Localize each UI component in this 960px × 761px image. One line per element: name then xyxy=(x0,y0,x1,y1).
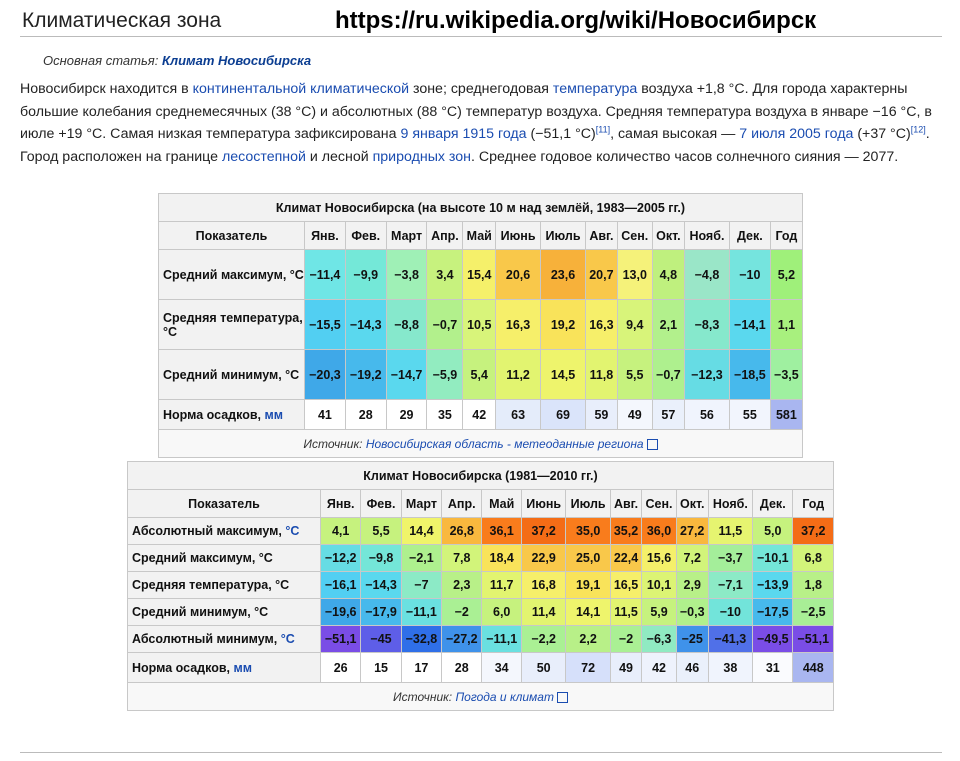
header-month: Окт. xyxy=(652,222,684,250)
row-label-text: Норма осадков, xyxy=(132,660,230,675)
value-cell: −15,5 xyxy=(305,300,346,350)
value-cell: 22,4 xyxy=(610,545,641,572)
value-cell: 11,7 xyxy=(482,572,522,599)
precip-cell: 55 xyxy=(729,400,770,430)
value-cell: 1,8 xyxy=(793,572,834,599)
header-month: Март xyxy=(401,490,441,518)
header-month: Сен. xyxy=(642,490,677,518)
value-cell: −6,3 xyxy=(642,626,677,653)
value-cell: 23,6 xyxy=(541,250,586,300)
value-cell: 19,1 xyxy=(566,572,611,599)
value-cell: −11,1 xyxy=(482,626,522,653)
value-cell: 37,2 xyxy=(793,518,834,545)
text: . Среднее годовое количество часов солнечного сияния — 2077. xyxy=(471,148,899,165)
precip-cell: 72 xyxy=(566,653,611,683)
header-month: Янв. xyxy=(321,490,361,518)
header-month: Март xyxy=(386,222,427,250)
value-cell: −11,4 xyxy=(305,250,346,300)
value-cell: −11,1 xyxy=(401,599,441,626)
value-cell: −19,6 xyxy=(321,599,361,626)
precip-cell: 34 xyxy=(482,653,522,683)
value-cell: −18,5 xyxy=(729,350,770,400)
climate-table-1981-2010 xyxy=(127,461,834,711)
header-month: Авг. xyxy=(586,222,618,250)
value-cell: 7,8 xyxy=(442,545,482,572)
precip-cell: 15 xyxy=(361,653,401,683)
unit-link[interactable]: мм xyxy=(264,407,283,422)
value-cell: −2,1 xyxy=(401,545,441,572)
value-cell: −51,1 xyxy=(321,626,361,653)
source-cell xyxy=(128,683,834,711)
precip-cell: 49 xyxy=(617,400,652,430)
row-label xyxy=(128,626,321,653)
value-cell: 5,9 xyxy=(642,599,677,626)
value-cell: 2,9 xyxy=(676,572,708,599)
precip-cell: 448 xyxy=(793,653,834,683)
climate-table-1983-2005 xyxy=(158,193,803,458)
link-date-1915[interactable]: 9 января 1915 года xyxy=(400,126,527,142)
source-cell xyxy=(159,430,803,458)
external-link-icon xyxy=(647,439,658,450)
external-link-icon xyxy=(557,692,568,703)
header-month: Авг. xyxy=(610,490,641,518)
precip-cell: 63 xyxy=(496,400,541,430)
value-cell: −0,7 xyxy=(427,300,463,350)
header-month: Дек. xyxy=(753,490,793,518)
row-label-text: Средняя температура, °C xyxy=(132,578,290,592)
header-month: Апр. xyxy=(427,222,463,250)
unit-link[interactable]: °C xyxy=(285,524,300,538)
value-cell: −16,1 xyxy=(321,572,361,599)
text: Новосибирск находится в xyxy=(20,81,193,97)
value-cell: 27,2 xyxy=(676,518,708,545)
value-cell: −17,5 xyxy=(753,599,793,626)
precip-cell: 42 xyxy=(642,653,677,683)
header-month: Июнь xyxy=(496,222,541,250)
header-row xyxy=(159,222,803,250)
source-prefix: Источник: xyxy=(393,689,453,704)
value-cell: 2,3 xyxy=(442,572,482,599)
table-row xyxy=(128,599,834,626)
header-month: Год xyxy=(793,490,834,518)
precip-cell: 50 xyxy=(521,653,565,683)
table-caption: Климат Новосибирска (1981—2010 гг.) xyxy=(128,462,834,490)
precip-row xyxy=(128,653,834,683)
value-cell: −3,5 xyxy=(770,350,802,400)
caption-row xyxy=(159,194,803,222)
precip-cell: 35 xyxy=(427,400,463,430)
value-cell: 2,1 xyxy=(652,300,684,350)
text: воздуха +1,8 °C. Для города характерны большие колебания среднемесячных (38 °C) и абсолютных (88 °C) температур воздуха. Средняя температура воздуха в январе −16 °C, в июле +19 °C. Самая низкая температура зафиксирована xyxy=(20,81,932,142)
row-label xyxy=(159,350,305,400)
value-cell: 36,1 xyxy=(482,518,522,545)
value-cell: 16,3 xyxy=(496,300,541,350)
table-row xyxy=(128,518,834,545)
value-cell: 35,2 xyxy=(610,518,641,545)
value-cell: 25,0 xyxy=(566,545,611,572)
link-continental[interactable]: континентальной климатической xyxy=(192,81,410,97)
value-cell: −4,8 xyxy=(684,250,729,300)
header-month: Сен. xyxy=(617,222,652,250)
precip-cell: 49 xyxy=(610,653,641,683)
value-cell: −12,2 xyxy=(321,545,361,572)
value-cell: −51,1 xyxy=(793,626,834,653)
value-cell: −20,3 xyxy=(305,350,346,400)
value-cell: −5,9 xyxy=(427,350,463,400)
header-month: Май xyxy=(463,222,496,250)
value-cell: −27,2 xyxy=(442,626,482,653)
header-month: Окт. xyxy=(676,490,708,518)
value-cell: −2 xyxy=(442,599,482,626)
header-month: Июнь xyxy=(521,490,565,518)
row-label-text: Средний минимум, °C xyxy=(132,605,269,619)
header-indicator: Показатель xyxy=(128,490,321,518)
table-row xyxy=(159,350,803,400)
precip-cell: 26 xyxy=(321,653,361,683)
header-indicator: Показатель xyxy=(159,222,305,250)
text: , самая высокая — xyxy=(610,126,740,142)
precip-cell: 46 xyxy=(676,653,708,683)
table-row xyxy=(159,250,803,300)
header-month: Фев. xyxy=(345,222,386,250)
climate-paragraph xyxy=(20,78,950,168)
row-label xyxy=(128,572,321,599)
row-label xyxy=(128,653,321,683)
table-row xyxy=(128,572,834,599)
value-cell: 20,7 xyxy=(586,250,618,300)
value-cell: 7,2 xyxy=(676,545,708,572)
row-label xyxy=(128,599,321,626)
value-cell: 9,4 xyxy=(617,300,652,350)
precip-cell: 581 xyxy=(770,400,802,430)
precip-cell: 59 xyxy=(586,400,618,430)
value-cell: 26,8 xyxy=(442,518,482,545)
value-cell: 3,4 xyxy=(427,250,463,300)
caption-row xyxy=(128,462,834,490)
source-link[interactable]: Погода и климат xyxy=(455,689,554,704)
row-label xyxy=(128,545,321,572)
row-label xyxy=(159,300,305,350)
divider xyxy=(20,752,942,753)
value-cell: 16,8 xyxy=(521,572,565,599)
header-month: Май xyxy=(482,490,522,518)
value-cell: −25 xyxy=(676,626,708,653)
row-label-text: Средний минимум, °C xyxy=(163,367,300,382)
source-row xyxy=(159,430,803,458)
value-cell: 4,1 xyxy=(321,518,361,545)
precip-cell: 29 xyxy=(386,400,427,430)
row-label xyxy=(159,250,305,300)
value-cell: 6,8 xyxy=(793,545,834,572)
main-article-link[interactable]: Климат Новосибирска xyxy=(161,53,312,68)
precip-row xyxy=(159,400,803,430)
value-cell: −41,3 xyxy=(708,626,753,653)
precip-cell: 69 xyxy=(541,400,586,430)
header-month: Фев. xyxy=(361,490,401,518)
value-cell: −10,1 xyxy=(753,545,793,572)
precip-cell: 57 xyxy=(652,400,684,430)
header-month: Нояб. xyxy=(708,490,753,518)
row-label-text: Абсолютный минимум, xyxy=(132,632,278,646)
value-cell: 16,3 xyxy=(586,300,618,350)
value-cell: −0,7 xyxy=(652,350,684,400)
precip-cell: 31 xyxy=(753,653,793,683)
value-cell: 37,2 xyxy=(521,518,565,545)
page-url: https://ru.wikipedia.org/wiki/Новосибирск xyxy=(335,7,817,34)
value-cell: 10,5 xyxy=(463,300,496,350)
value-cell: −12,3 xyxy=(684,350,729,400)
precip-cell: 56 xyxy=(684,400,729,430)
value-cell: 13,0 xyxy=(617,250,652,300)
unit-link[interactable]: мм xyxy=(233,660,252,675)
value-cell: −2,2 xyxy=(521,626,565,653)
value-cell: 19,2 xyxy=(541,300,586,350)
value-cell: −2,5 xyxy=(793,599,834,626)
source-link[interactable]: Новосибирская область - метеоданные региона xyxy=(365,436,644,451)
main-article-note xyxy=(43,53,311,68)
header-month: Июль xyxy=(541,222,586,250)
value-cell: 16,5 xyxy=(610,572,641,599)
value-cell: −10 xyxy=(729,250,770,300)
source-row xyxy=(128,683,834,711)
value-cell: 20,6 xyxy=(496,250,541,300)
value-cell: 11,4 xyxy=(521,599,565,626)
header-month: Апр. xyxy=(442,490,482,518)
value-cell: 5,5 xyxy=(617,350,652,400)
main-article-prefix: Основная статья: xyxy=(43,53,159,68)
header-month: Год xyxy=(770,222,802,250)
value-cell: −45 xyxy=(361,626,401,653)
value-cell: −9,8 xyxy=(361,545,401,572)
value-cell: 11,5 xyxy=(610,599,641,626)
value-cell: 14,5 xyxy=(541,350,586,400)
text: и лесной xyxy=(305,148,373,165)
precip-cell: 38 xyxy=(708,653,753,683)
row-label-text: Средний максимум, °C xyxy=(132,551,273,565)
value-cell: 11,5 xyxy=(708,518,753,545)
value-cell: 15,4 xyxy=(463,250,496,300)
link-temperature[interactable]: температура xyxy=(552,81,638,97)
precip-cell: 28 xyxy=(442,653,482,683)
value-cell: 35,0 xyxy=(566,518,611,545)
value-cell: −7,1 xyxy=(708,572,753,599)
text: зоне; среднегодовая xyxy=(409,81,553,97)
row-label-text: Средняя температура, °C xyxy=(163,310,303,339)
value-cell: 1,1 xyxy=(770,300,802,350)
value-cell: 4,8 xyxy=(652,250,684,300)
value-cell: −7 xyxy=(401,572,441,599)
value-cell: 5,4 xyxy=(463,350,496,400)
value-cell: 18,4 xyxy=(482,545,522,572)
ref-12[interactable]: [12] xyxy=(910,124,926,135)
value-cell: 11,8 xyxy=(586,350,618,400)
value-cell: 5,0 xyxy=(753,518,793,545)
header-month: Янв. xyxy=(305,222,346,250)
row-label-text: Абсолютный максимум, xyxy=(132,524,282,538)
value-cell: 15,6 xyxy=(642,545,677,572)
value-cell: 14,1 xyxy=(566,599,611,626)
unit-link[interactable]: °C xyxy=(280,632,295,646)
precip-cell: 41 xyxy=(305,400,346,430)
header-month: Июль xyxy=(566,490,611,518)
value-cell: 36,0 xyxy=(642,518,677,545)
value-cell: −49,5 xyxy=(753,626,793,653)
value-cell: −9,9 xyxy=(345,250,386,300)
value-cell: 14,4 xyxy=(401,518,441,545)
value-cell: −3,7 xyxy=(708,545,753,572)
text: (−51,1 °C) xyxy=(526,126,596,142)
precip-cell: 17 xyxy=(401,653,441,683)
link-forest-steppe[interactable]: лесостепной xyxy=(221,148,306,165)
row-label xyxy=(128,518,321,545)
value-cell: −3,8 xyxy=(386,250,427,300)
header-row xyxy=(128,490,834,518)
value-cell: −14,1 xyxy=(729,300,770,350)
table-row xyxy=(128,545,834,572)
source-prefix: Источник: xyxy=(303,436,363,451)
value-cell: −14,3 xyxy=(361,572,401,599)
precip-cell: 42 xyxy=(463,400,496,430)
table-caption: Климат Новосибирска (на высоте 10 м над землёй, 1983—2005 гг.) xyxy=(159,194,803,222)
precip-cell: 28 xyxy=(345,400,386,430)
value-cell: −10 xyxy=(708,599,753,626)
row-label-text: Норма осадков, xyxy=(163,407,261,422)
value-cell: 10,1 xyxy=(642,572,677,599)
value-cell: 5,2 xyxy=(770,250,802,300)
value-cell: −13,9 xyxy=(753,572,793,599)
value-cell: −8,8 xyxy=(386,300,427,350)
value-cell: −0,3 xyxy=(676,599,708,626)
table-row xyxy=(159,300,803,350)
header-month: Дек. xyxy=(729,222,770,250)
section-title: Климатическая зона xyxy=(22,9,222,32)
value-cell: 22,9 xyxy=(521,545,565,572)
value-cell: 5,5 xyxy=(361,518,401,545)
text: (+37 °C) xyxy=(853,126,911,142)
value-cell: −14,7 xyxy=(386,350,427,400)
value-cell: 2,2 xyxy=(566,626,611,653)
table-row xyxy=(128,626,834,653)
value-cell: 11,2 xyxy=(496,350,541,400)
value-cell: −8,3 xyxy=(684,300,729,350)
link-date-2005[interactable]: 7 июля 2005 года xyxy=(739,126,854,142)
header-month: Нояб. xyxy=(684,222,729,250)
row-label xyxy=(159,400,305,430)
text: . Город расположен на границе xyxy=(20,126,930,165)
link-natural-zones[interactable]: природных зон xyxy=(372,148,471,165)
section-heading xyxy=(20,8,942,37)
value-cell: 6,0 xyxy=(482,599,522,626)
value-cell: −14,3 xyxy=(345,300,386,350)
ref-11[interactable]: [11] xyxy=(595,124,611,135)
value-cell: −19,2 xyxy=(345,350,386,400)
value-cell: −32,8 xyxy=(401,626,441,653)
value-cell: −17,9 xyxy=(361,599,401,626)
row-label-text: Средний максимум, °C xyxy=(163,267,304,282)
value-cell: −2 xyxy=(610,626,641,653)
